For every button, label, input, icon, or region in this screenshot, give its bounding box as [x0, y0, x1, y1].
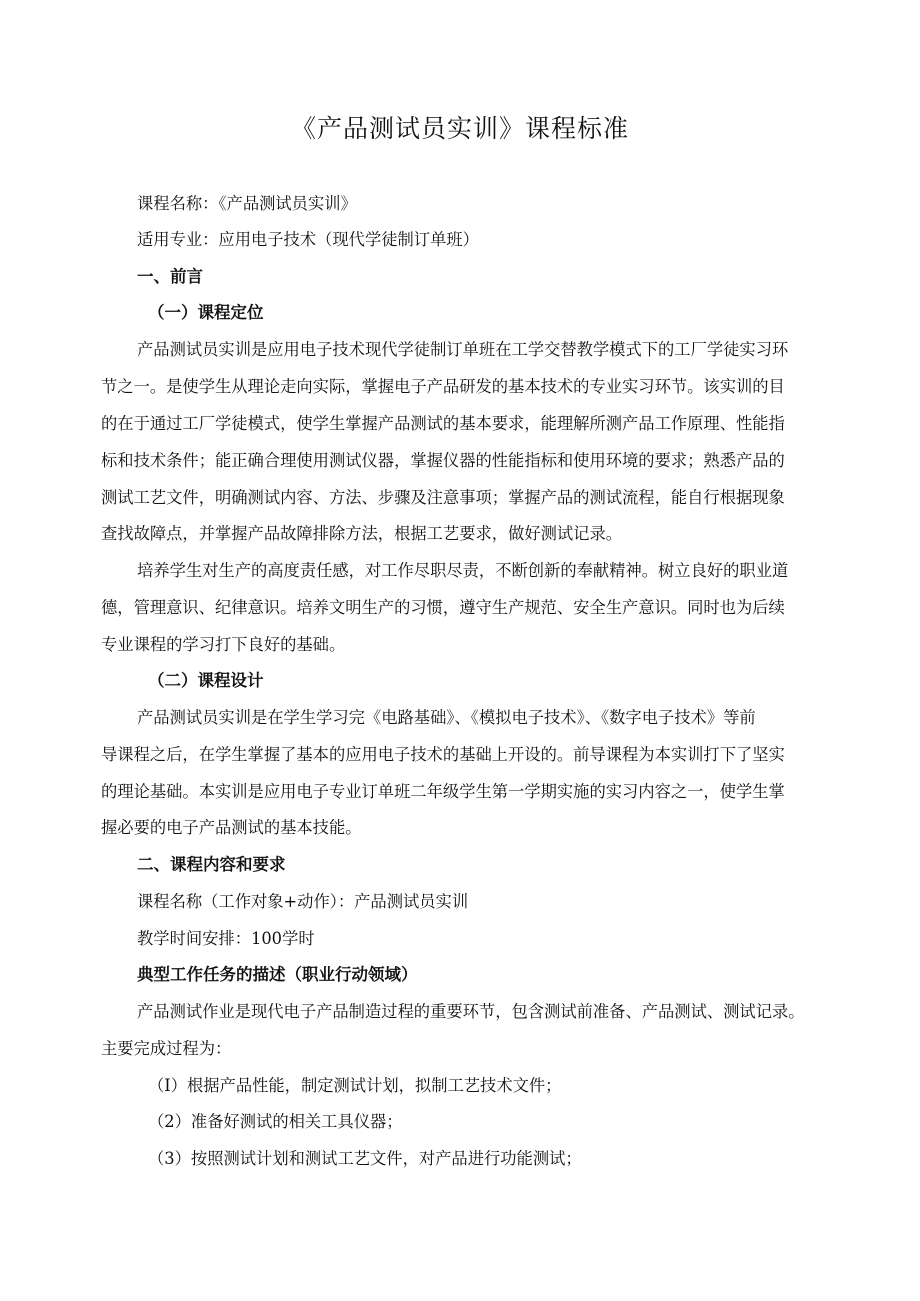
applicable-major-line: 适用专业：应用电子技术（现代学徒制订单班） [137, 230, 479, 249]
section-heading-content: 二、课程内容和要求 [137, 855, 286, 874]
paragraph-line: 握必要的电子产品测试的基本技能。 [101, 818, 362, 837]
process-step: （2）准备好测试的相关工具仪器； [148, 1112, 403, 1131]
process-step: （I）根据产品性能，制定测试计划，拟制工艺技术文件； [148, 1076, 562, 1095]
paragraph-line: 节之一。是使学生从理论走向实际，掌握电子产品研发的基本技术的专业实习环节。该实训的目 [101, 377, 785, 396]
paragraph-line: 培养学生对生产的高度责任感，对工作尽职尽责，不断创新的奉献精神。树立良好的职业道 [137, 561, 789, 580]
course-work-object-line: 课程名称（工作对象+动作）：产品测试员实训 [137, 892, 469, 911]
typical-task-heading: 典型工作任务的描述（职业行动领域） [137, 965, 418, 984]
paragraph-line: 查找故障点，并掌握产品故障排除方法，根据工艺要求，做好测试记录。 [101, 524, 623, 543]
document-title: 《产品测试员实训》课程标准 [290, 114, 629, 143]
paragraph-line: 产品测试员实训是应用电子技术现代学徒制订单班在工学交替教学模式下的工厂学徒实习环 [137, 340, 789, 359]
paragraph-line: 产品测试作业是现代电子产品制造过程的重要环节，包含测试前准备、产品测试、测试记录。 [137, 1002, 805, 1021]
paragraph-line: 主要完成过程为： [101, 1039, 232, 1058]
paragraph-line: 测试工艺文件，明确测试内容、方法、步骤及注意事项；掌握产品的测试流程，能自行根据现象 [101, 488, 785, 507]
subsection-heading-design: （二）课程设计 [148, 671, 264, 690]
subsection-heading-positioning: （一）课程定位 [148, 303, 264, 322]
paragraph-line: 产品测试员实训是在学生学习完《电路基础》、《模拟电子技术》、《数字电子技术》等前 [137, 708, 756, 727]
teaching-hours-line: 教学时间安排：100学时 [137, 929, 315, 948]
section-heading-preface: 一、前言 [137, 267, 203, 286]
paragraph-line: 专业课程的学习打下良好的基础。 [101, 635, 346, 654]
paragraph-line: 德，管理意识、纪律意识。培养文明生产的习惯，遵守生产规范、安全生产意识。同时也为后续 [101, 598, 785, 617]
paragraph-line: 的理论基础。本实训是应用电子专业订单班二年级学生第一学期实施的实习内容之一，使学生掌 [101, 782, 785, 801]
paragraph-line: 的在于通过工厂学徒模式，使学生掌握产品测试的基本要求，能理解所测产品工作原理、性能指 [101, 414, 785, 433]
paragraph-line: 标和技术条件；能正确合理使用测试仪器，掌握仪器的性能指标和使用环境的要求；熟悉产品的 [101, 451, 785, 470]
course-name-line: 课程名称：《产品测试员实训》 [137, 194, 357, 213]
process-step: （3）按照测试计划和测试工艺文件，对产品进行功能测试； [148, 1149, 582, 1168]
paragraph-line: 导课程之后，在学生掌握了基本的应用电子技术的基础上开设的。前导课程为本实训打下了坚实 [101, 745, 785, 764]
